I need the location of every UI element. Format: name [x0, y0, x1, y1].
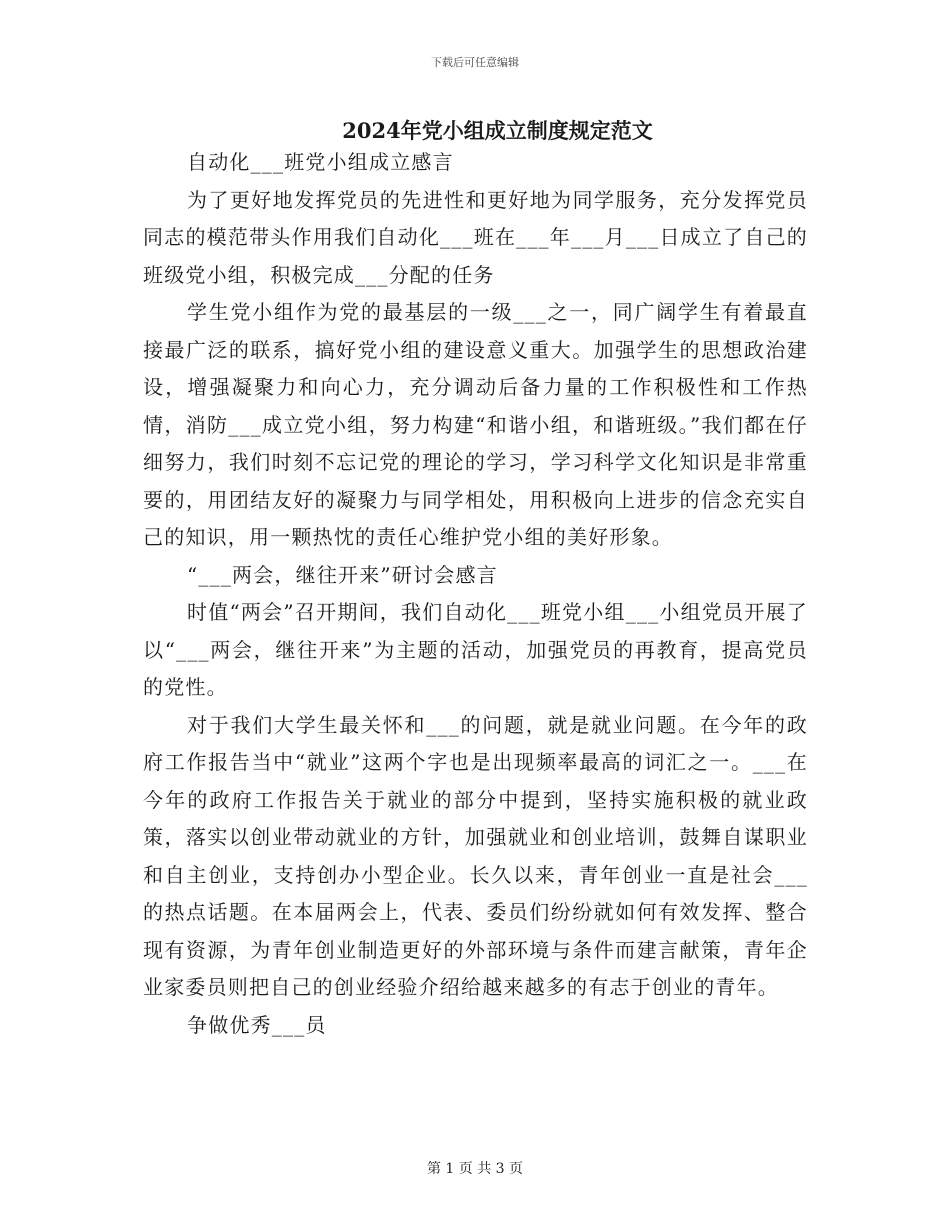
page-footer: 第 1 页 共 3 页: [426, 1161, 524, 1177]
document-title: 2024年党小组成立制度规定范文: [342, 118, 653, 143]
paragraph-subtitle-2: “___两会，继往开来”研讨会感言: [187, 562, 498, 587]
paragraph-subtitle-3: 争做优秀___员: [187, 1012, 327, 1037]
document-body: [143, 144, 808, 1044]
paragraph: 为了更好地发挥党员的先进性和更好地为同学服务，充分发挥党员同志的模范带头作用我们自动化___班在___年___月___日成立了自己的班级党小组，积极完成___分配的任务: [143, 187, 808, 287]
paragraph: 学生党小组作为党的最基层的一级___之一，同广阔学生有着最直接最广泛的联系，搞好党小组的建设意义重大。加强学生的思想政治建设，增强凝聚力和向心力，充分调动后备力量的工作积极性和工作热情，消防___成立党小组，努力构建“和谐小组，和谐班级。”我们都在仔细努力，我们时刻不忘记党的理论的学习，学习科学文化知识是非常重要的，用团结友好的凝聚力与同学相处，用积极向上进步的信念充实自己的知识，用一颗热忱的责任心维护党小组的美好形象。: [143, 300, 808, 549]
paragraph: 对于我们大学生最关怀和___的问题，就是就业问题。在今年的政府工作报告当中“就业”这两个字也是出现频率最高的词汇之一。___在今年的政府工作报告关于就业的部分中提到，坚持实施积极的就业政策，落实以创业带动就业的方针，加强就业和创业培训，鼓舞自谋职业和自主创业，支持创办小型企业。长久以来，青年创业一直是社会___的热点话题。在本届两会上，代表、委员们纷纷就如何有效发挥、整合现有资源，为青年创业制造更好的外部环境与条件而建言献策，青年企业家委员则把自己的创业经验介绍给越来越多的有志于创业的青年。: [143, 712, 808, 999]
header-note: 下载后可任意编辑: [431, 56, 519, 69]
paragraph: 时值“两会”召开期间，我们自动化___班党小组___小组党员开展了以“___两会，继往开来”为主题的活动，加强党员的再教育，提高党员的党性。: [143, 600, 808, 699]
paragraph-subtitle-1: 自动化___班党小组成立感言: [187, 150, 454, 174]
